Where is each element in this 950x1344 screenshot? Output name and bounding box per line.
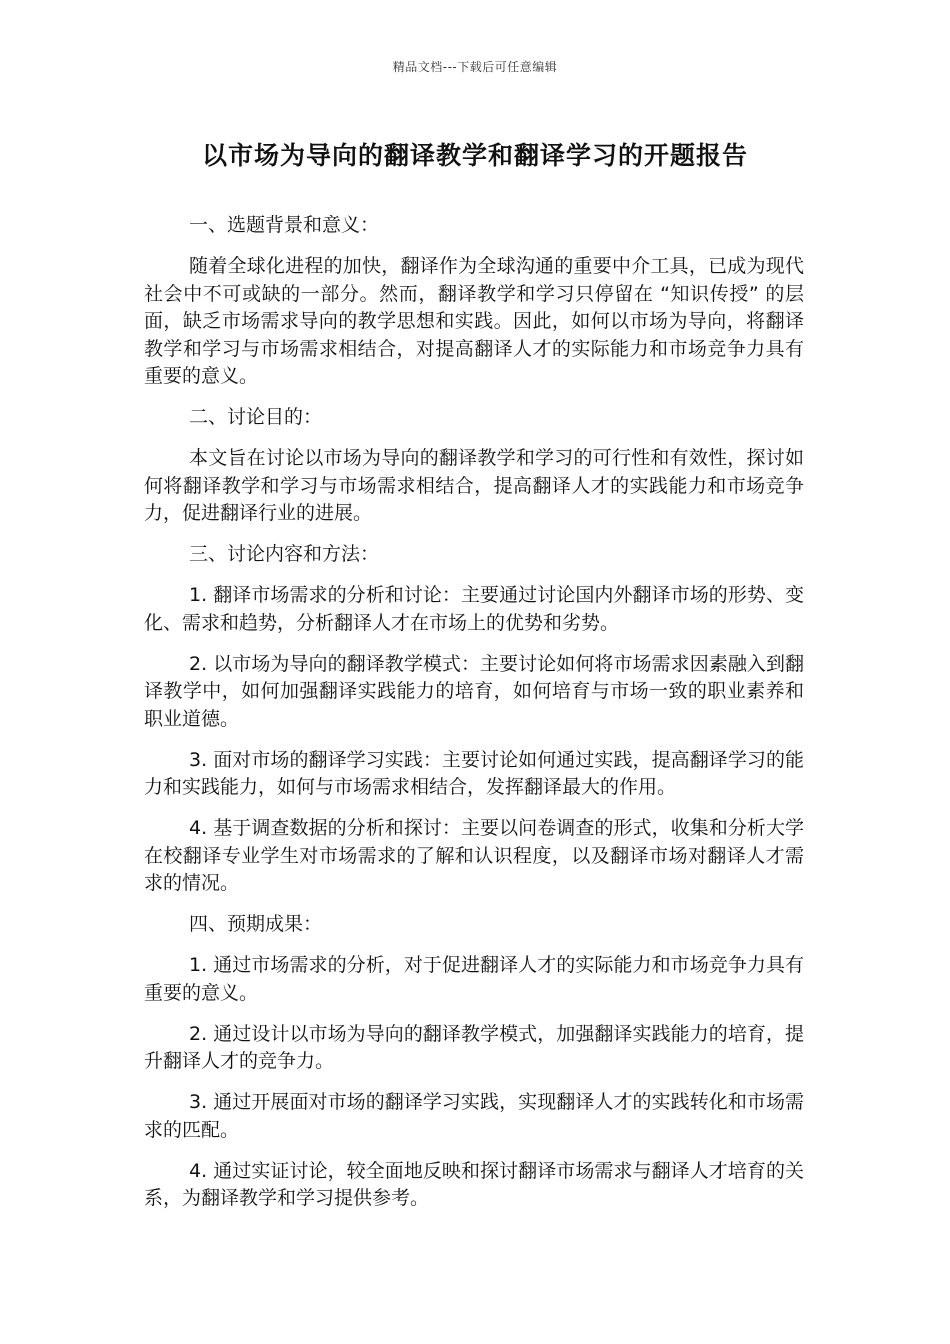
paragraph-purpose: 本文旨在讨论以市场为导向的翻译教学和学习的可行性和有效性，探讨如何将翻译教学和学习与市场需求相结合，提高翻译人才的实践能力和市场竞争力，促进翻译行业的进展。 <box>144 447 804 524</box>
paragraph-background: 随着全球化进程的加快，翻译作为全球沟通的重要中介工具，已成为现代社会中不可或缺的一部分。然而，翻译教学和学习只停留在 “知识传授” 的层面，缺乏市场需求导向的教学思想和实践。因此，如何以市场为导向，将翻译教学和学习与市场需求相结合，对提高翻译人才的实际能力和市场竞争力具有重要的意义。 <box>144 255 804 387</box>
paragraph-result-2: 2. 通过设计以市场为导向的翻译教学模式，加强翻译实践能力的培育，提升翻译人才的竞争力。 <box>144 1022 804 1072</box>
header-note: 精品文档---下载后可任意编辑 <box>392 60 558 74</box>
paragraph-method-2: 2. 以市场为导向的翻译教学模式：主要讨论如何将市场需求因素融入到翻译教学中，如何加强翻译实践能力的培育，如何培育与市场一致的职业素养和职业道德。 <box>144 652 804 730</box>
section-heading-purpose: 二、讨论目的： <box>189 406 323 428</box>
paragraph-result-1: 1. 通过市场需求的分析，对于促进翻译人才的实际能力和市场竞争力具有重要的意义。 <box>144 954 804 1004</box>
paragraph-method-4: 4. 基于调查数据的分析和探讨：主要以问卷调查的形式，收集和分析大学在校翻译专业学生对市场需求的了解和认识程度，以及翻译市场对翻译人才需求的情况。 <box>144 817 804 894</box>
section-heading-expected-results: 四、预期成果： <box>189 913 323 935</box>
section-heading-content-methods: 三、讨论内容和方法： <box>189 543 380 565</box>
section-heading-background: 一、选题背景和意义： <box>189 214 380 236</box>
paragraph-result-4: 4. 通过实证讨论，较全面地反映和探讨翻译市场需求与翻译人才培育的关系，为翻译教学和学习提供参考。 <box>144 1159 804 1209</box>
document-title: 以市场为导向的翻译教学和翻译学习的开题报告 <box>201 141 748 170</box>
document-body <box>144 212 804 1226</box>
paragraph-method-1: 1. 翻译市场需求的分析和讨论：主要通过讨论国内外翻译市场的形势、变化、需求和趋势，分析翻译人才在市场上的优势和劣势。 <box>144 584 804 634</box>
paragraph-result-3: 3. 通过开展面对市场的翻译学习实践，实现翻译人才的实践转化和市场需求的匹配。 <box>144 1091 804 1141</box>
paragraph-method-3: 3. 面对市场的翻译学习实践：主要讨论如何通过实践，提高翻译学习的能力和实践能力，如何与市场需求相结合，发挥翻译最大的作用。 <box>144 748 804 798</box>
